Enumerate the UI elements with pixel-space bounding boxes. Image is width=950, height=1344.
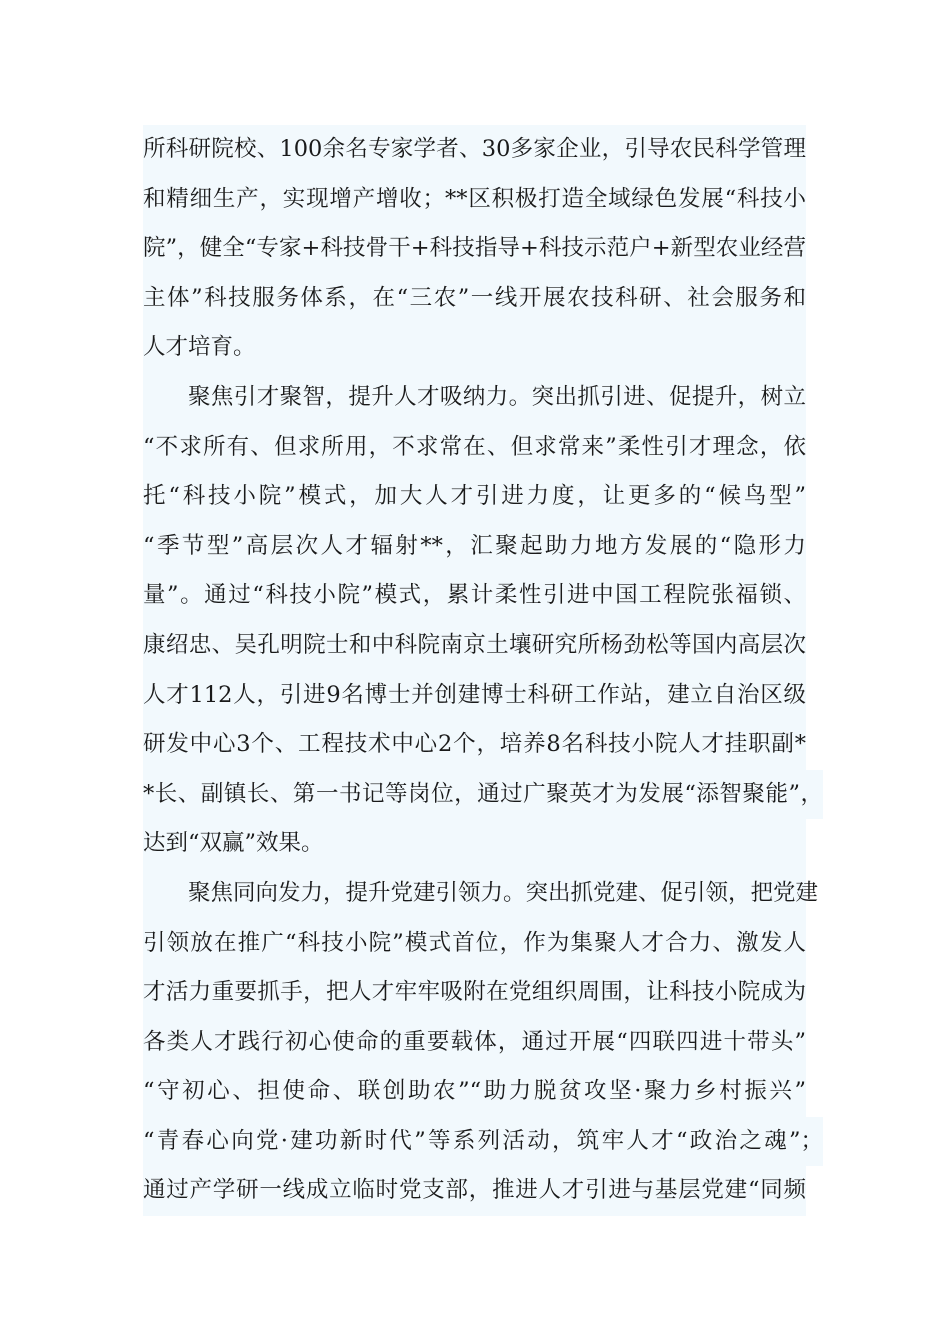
paragraph-3-line-6: “青春心向党·建功新时代”等系列活动，筑牢人才“政治之魂”； xyxy=(143,1117,823,1167)
paragraph-2-line-10: 达到“双赢”效果。 xyxy=(143,830,324,857)
paragraph-2-line-4: “季节型”高层次人才辐射**，汇聚起助力地方发展的“隐形力 xyxy=(143,532,806,559)
paragraph-3-line-3: 才活力重要抓手，把人才牢牢吸附在党组织周围，让科技小院成为 xyxy=(143,979,806,1006)
paragraph-3-line-1: 聚焦同向发力，提升党建引领力。突出抓党建、促引领，把党建 xyxy=(188,879,819,906)
body-text xyxy=(143,125,823,1216)
paragraph-3-line-5: “守初心、担使命、联创助农”“助力脱贫攻坚·聚力乡村振兴” xyxy=(143,1078,806,1105)
paragraph-2-line-1: 聚焦引才聚智，提升人才吸纳力。突出抓引进、促提升，树立 xyxy=(188,383,806,410)
paragraph-2-line-8: 研发中心3个、工程技术中心2个，培养8名科技小院人才挂职副* xyxy=(143,731,806,758)
paragraph-3-line-7: 通过产学研一线成立临时党支部，推进人才引进与基层党建“同频 xyxy=(143,1177,806,1204)
paragraph-2-line-7: 人才112人，引进9名博士并创建博士科研工作站，建立自治区级 xyxy=(143,681,806,708)
paragraph-1-line-1: 所科研院校、100余名专家学者、30多家企业，引导农民科学管理 xyxy=(143,136,806,162)
paragraph-2-line-5: 量”。通过“科技小院”模式，累计柔性引进中国工程院张福锁、 xyxy=(143,582,806,609)
paragraph-1-line-3: 院”，健全“专家+科技骨干+科技指导+科技示范户+新型农业经营 xyxy=(143,235,806,262)
paragraph-1-line-5: 人才培育。 xyxy=(143,334,256,361)
paragraph-1-line-4: 主体”科技服务体系，在“三农”一线开展农技科研、社会服务和 xyxy=(143,284,806,311)
paragraph-3-line-2: 引领放在推广“科技小院”模式首位，作为集聚人才合力、激发人 xyxy=(143,929,806,956)
paragraph-3-line-4: 各类人才践行初心使命的重要载体，通过开展“四联四进十带头” xyxy=(143,1028,806,1055)
paragraph-2-line-3: 托“科技小院”模式，加大人才引进力度，让更多的“候鸟型” xyxy=(143,483,806,510)
paragraph-1-line-2: 和精细生产，实现增产增收；**区积极打造全域绿色发展“科技小 xyxy=(143,185,806,212)
paragraph-2-line-6: 康绍忠、吴孔明院士和中科院南京土壤研究所杨劲松等国内高层次 xyxy=(143,631,806,658)
paragraph-2-line-2: “不求所有、但求所用，不求常在、但求常来”柔性引才理念，依 xyxy=(143,433,806,460)
paragraph-2-line-9: *长、副镇长、第一书记等岗位，通过广聚英才为发展“添智聚能”， xyxy=(143,770,823,820)
